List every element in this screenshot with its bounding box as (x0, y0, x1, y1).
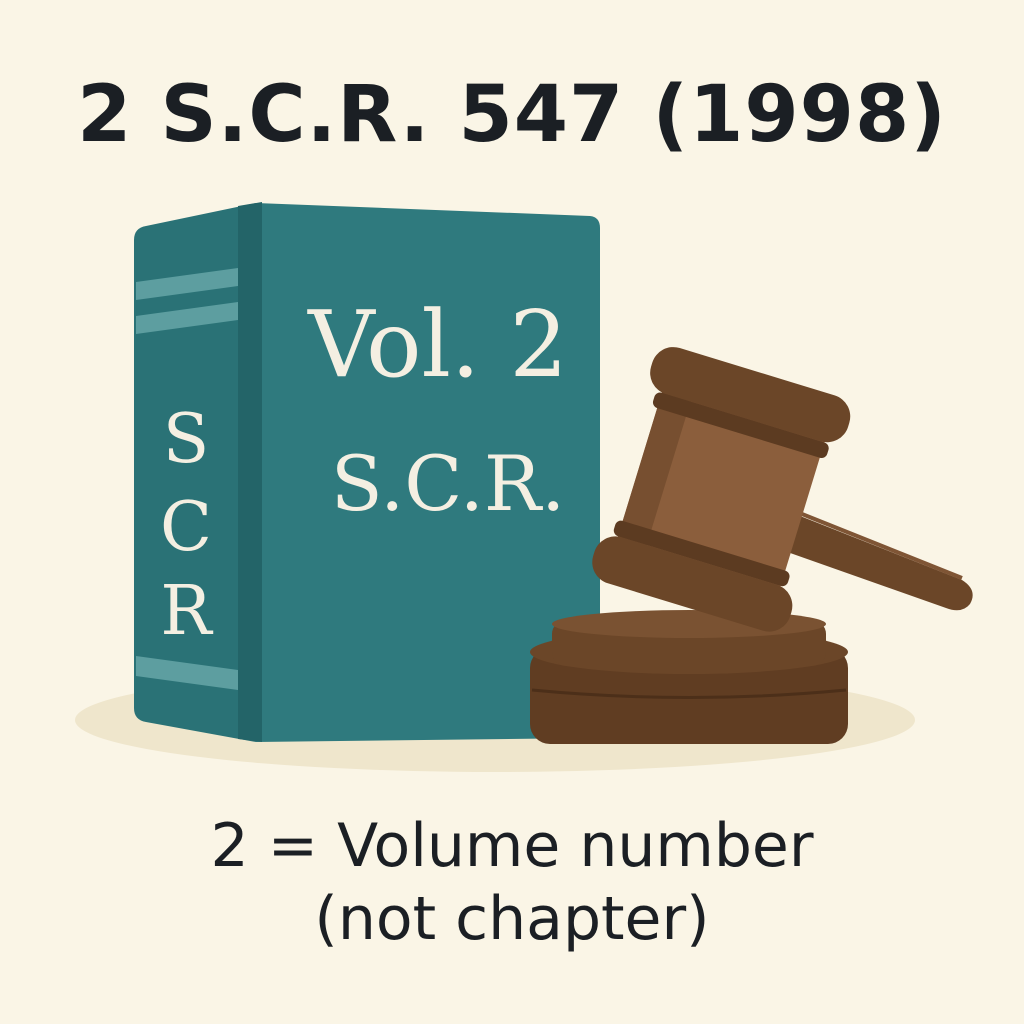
caption (0, 810, 1024, 956)
spine-letter-s: S (162, 400, 210, 479)
spine-letter-c: C (159, 488, 213, 567)
citation-title: 2 S.C.R. 547 (1998) (77, 70, 947, 160)
spine-letter-r: R (160, 572, 212, 651)
caption-line-1: 2 = Volume number (210, 811, 814, 881)
sound-block (530, 610, 848, 744)
book-spine-edge (238, 202, 262, 742)
cover-series-label: S.C.R. (330, 439, 566, 528)
cover-volume-label: Vol. 2 (308, 291, 568, 398)
law-book-icon (134, 202, 600, 742)
caption-line-2: (not chapter) (314, 884, 710, 955)
gavel-head (587, 342, 856, 637)
gavel-handle (776, 510, 973, 610)
